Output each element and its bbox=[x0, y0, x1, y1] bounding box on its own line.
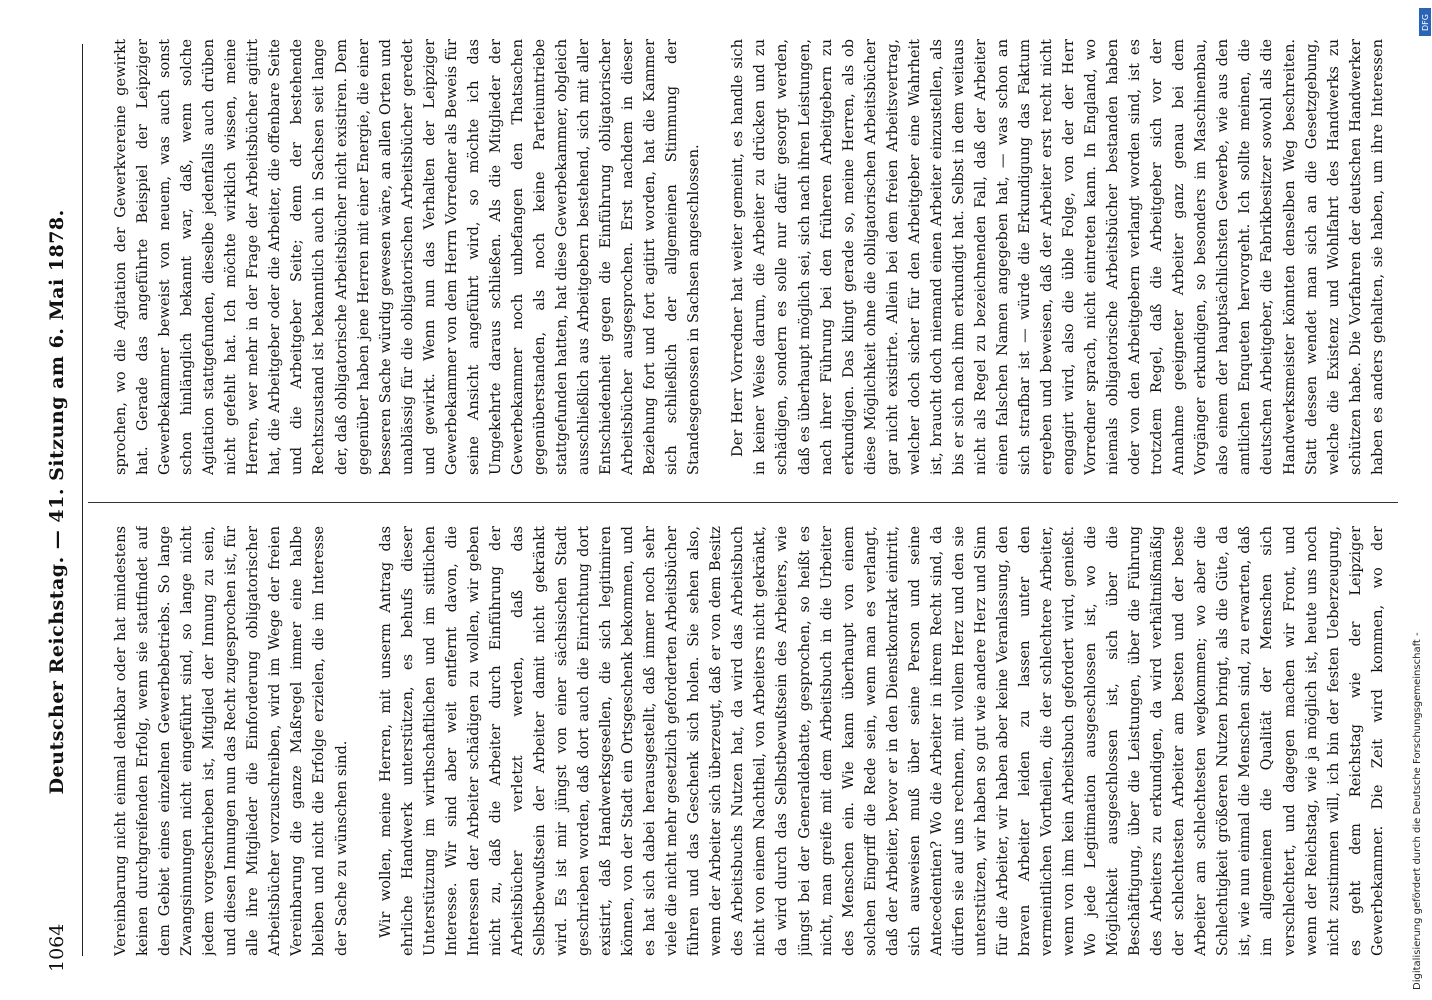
paragraph: Vereinbarung nicht einmal denkbar oder hat mindestens keinen durchgreifenden Erfolg, wenn sie stattfindet auf dem Gebiet eines einzelnen Gewerbebetriebs. So lange Zwangsinnungen nicht eingeführt sind, so lange nicht jedem vorgeschrieben ist, Mitglied der Innung zu sein, und diesen Innungen nun das Recht zugesprochen ist, für alle ihre Mitglieder die Einforderung obligatorischer Arbeitsbücher vorzuschreiben, wird im Wege der freien Vereinbarung die ganze Maßregel immer eine halbe bleiben und nicht die Erfolge erzielen, die im Interesse der Sache zu wünschen sind. bbox=[112, 526, 350, 956]
page-header bbox=[40, 40, 74, 972]
right-column bbox=[88, 39, 1388, 475]
paragraph: Wir wollen, meine Herren, mit unserm Antrag das ehrliche Handwerk unterstützen, es behufs dieser Unterstützung im wirthschaftlichen und im sittlichen Interesse. Wir sind aber weit entfernt davon, die Interessen der Arbeiter schädigen zu wollen, wir geben nicht zu, daß die Arbeiter durch Einführung der Arbeitsbücher verletzt werden, daß das Selbstbewußtsein der Arbeiter damit nicht gekränkt wird. Es ist mir jüngst von einer sächsischen Stadt geschrieben worden, daß dort auch die Einrichtung dort existirt, daß Handwerksgesellen, die sich legitimiren können, von der Stadt ein Ortsgeschenk bekommen, und es hat sich dabei herausgestellt, daß immer noch sehr viele die nicht mehr gesetzlich geforderten Arbeitsbücher führen und das Geschenk sich holen. Sie sehen also, wenn der Arbeiter sich überzeugt, daß er von dem Besitz des Arbeitsbuchs Nutzen hat, da wird das Arbeitsbuch nicht von einem Nachtheil, von Arbeiters nicht gekränkt, da wird durch das Selbstbewußtsein des Arbeiters, wie jüngst bei der Generaldebatte, gesprochen, so heißt es nicht, man greife mit dem Arbeitsbuch in die Urbeiter des Menschen ein. Wie kann überhaupt von einem solchen Eingriff die Rede sein, wenn man es verlangt, daß der Arbeiter, bevor er in den Dienstkontrakt eintritt, sich ausweisen muß über seine Person und seine Antecedentien? Wo die Arbeiter in ihrem Recht sind, da dürfen sie auf uns rechnen, mit vollem Herz und den sie unterstützen, wir haben so gut wie andere Herz und Sinn für die Arbeiter, wir haben aber keine Veranlassung, den braven Arbeiter leiden zu lassen unter den vermeintlichen Vortheilen, die der schlechtere Arbeiter, wenn von ihm kein Arbeitsbuch gefordert wird, genießt. Wo jede Legitimation ausgeschlossen ist, wo die Möglichkeit ausgeschlossen ist, sich über die Beschäftigung, über die Leistungen, über die Führung des Arbeiters zu erkundigen, da wird verhältnißmäßig der schlechtesten Arbeiter am besten und der beste Arbeiter am schlechtesten wegkommen; wo aber die Schlechtigkeit größeren Nutzen bringt, als die Güte, da ist, wie nun einmal die Menschen sind, zu erwarten, daß im allgemeinen die Qualität der Menschen sich verschlechtert, und dagegen machen wir Front, und wenn der Reichstag, wie ja möglich ist, heute uns noch nicht zustimmen will, ich bin der festen Ueberzeugung, es geht dem Reichstag wie der Leipziger Gewerbekammer. Die Zeit wird kommen, wo der bbox=[376, 526, 1386, 956]
dfg-logo-text: DFG bbox=[1420, 13, 1430, 31]
digitization-credit: Digitalisierung gefördert durch die Deutsche Forschungsgemeinschaft - bbox=[1412, 632, 1423, 990]
column-divider bbox=[88, 502, 1398, 503]
page-number: 1064 bbox=[46, 923, 68, 972]
paragraph: Der Herr Vorredner hat weiter gemeint, es handle sich in keiner Weise darum, die Arbeiter zu drücken und zu schädigen, sondern es solle nur dafür gesorgt werden, daß es überhaupt möglich sei, sich nach ihren Leistungen, nach ihrer Führung bei den früheren Arbeitgebern zu erkundigen. Das klingt gerade so, meine Herren, als ob diese Möglichkeit ohne die obligatorischen Arbeitsbücher gar nicht existirte. Allein bei dem freien Arbeitsvertrag, welcher doch sicher für den Arbeitgeber eine Wahrheit ist, braucht doch niemand einen Arbeiter einzustellen, als bis er sich nach ihm erkundigt hat. Selbst in dem weitaus nicht als Regel zu bezeichnenden Fall, daß der Arbeiter einen falschen Namen angegeben hat, — was schon an sich strafbar ist — würde die Erkundigung das Faktum ergeben und beweisen, daß der Arbeiter erst recht nicht engagirt wird, also die üble Folge, von der der Herr Vorredner sprach, nicht eintreten kann. In England, wo niemals obligatorische Arbeitsbücher bestanden haben oder von den Arbeitgebern verlangt worden sind, ist es trotzdem Regel, daß die Arbeitgeber sich vor der Annahme geeigneter Arbeiter ganz genau bei dem Vorgänger erkundigen, so besonders im Maschinenbau, also einem der hauptsächlichsten Gewerbe, wie aus den amtlichen Enqueten hervorgeht. Ich sollte meinen, die deutschen Arbeitgeber, die Fabrikbesitzer sowohl als die Handwerksmeister könnten denselben Weg beschreiten. Statt dessen wendet man sich an die Gesetzgebung, welche die Existenz und Wohlfahrt des Handwerks zu schützen habe. Die Vorfahren der deutschen Handwerker haben es anders gehalten, sie haben, um ihre Interessen bbox=[729, 39, 1386, 475]
running-title: Deutscher Reichstag. — 41. Sitzung am 6. Mai 1878. bbox=[46, 209, 68, 795]
left-column bbox=[88, 526, 1388, 956]
paragraph: sprochen, wo die Agitation der Gewerkvereine gewirkt hat. Gerade das angeführte Beispiel der Leipziger Gewerbekammer beweist von neuem, was auch sonst schon hinlänglich bekannt war, daß, wenn solche Agitation stattgefunden, dieselbe jedenfalls auch drüben nicht gefehlt hat. Ich möchte wirklich wissen, meine Herren, wer mehr in der Frage der Arbeitsbücher agitirt hat, die Arbeitgeber oder die Arbeiter, die offenbare Seite und die Arbeitgeber Seite; denn der bestehende Rechtszustand ist bekanntlich auch in Sachsen seit lange der, daß obligatorische Arbeitsbücher nicht existiren. Dem gegenüber haben jene Herren mit einer Energie, die einer besseren Sache würdig gewesen wäre, an allen Orten und unablässig für die obligatorischen Arbeitsbücher geredet und gewirkt. Wenn nun das Verhalten der Leipziger Gewerbekammer von dem Herrn Vorredner als Beweis für seine Ansicht angeführt wird, so möchte ich das Umgekehrte daraus schließen. Als die Mitglieder der Gewerbekammer noch unbefangen den Thatsachen gegenüberstanden, als noch keine Parteiumtriebe stattgefunden hatten, hat diese Gewerbekammer, obgleich ausschließlich aus Arbeitgebern bestehend, sich mit aller Entschiedenheit gegen die Einführung obligatorischer Arbeitsbücher ausgesprochen. Erst nachdem in dieser Beziehung fort und fort agitirt worden, hat die Kammer sich schließlich der allgemeinen Stimmung der Standesgenossen in Sachsen angeschlossen. bbox=[112, 39, 703, 475]
dfg-logo bbox=[1419, 8, 1431, 36]
header-rule bbox=[82, 44, 83, 956]
